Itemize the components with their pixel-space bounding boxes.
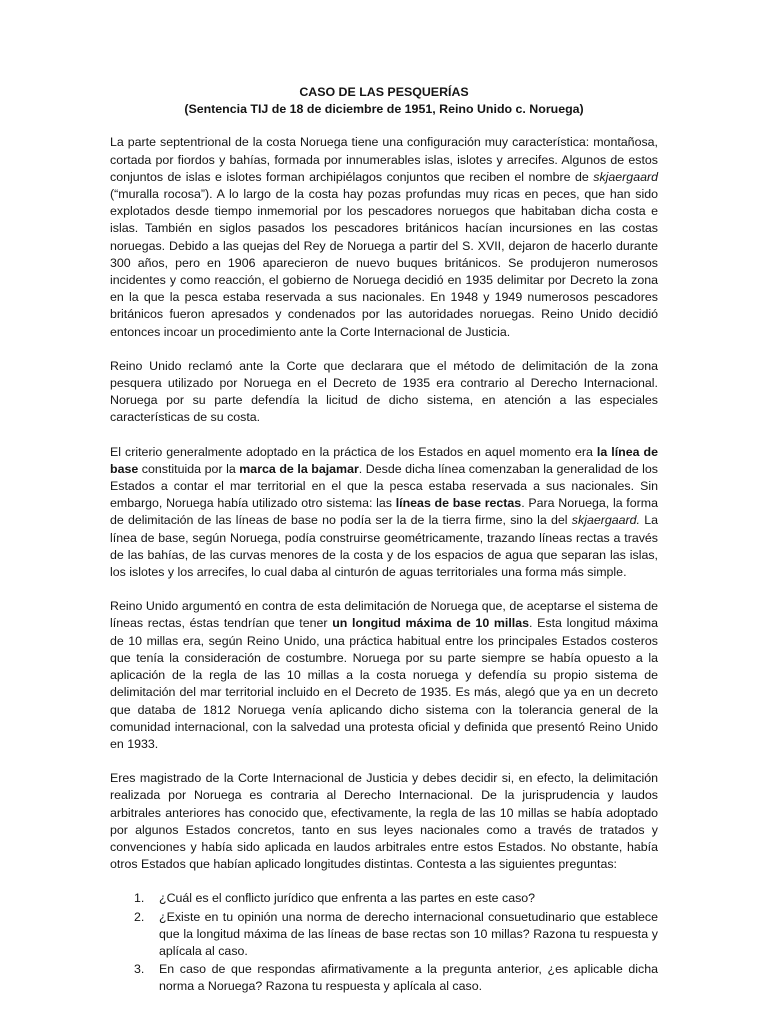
document-body	[110, 84, 658, 997]
text-run: (“muralla rocosa”). A lo largo de la costa hay pozas profundas muy ricas en peces, que han sido explotados desde tiempo inmemorial por los pescadores noruegos que habitaban dicha costa e islas. También en siglos pasados los pescadores británicos hacían incursiones en las costas noruegas. Debido a las quejas del Rey de Noruega a partir del S. XVII, dejaron de hacerlo durante 300 años, pero en 1906 aparecieron de nuevo buques británicos. Se produjeron numerosos incidentes y como reacción, el gobierno de Noruega decidió en 1935 delimitar por Decreto la zona en la que la pesca estaba reservada a sus nacionales. En 1948 y 1949 numerosos pescadores británicos fueron apresados y condenados por las autoridades noruegas. Reino Unido decidió entonces incoar un procedimiento ante la Corte Internacional de Justicia.	[110, 187, 658, 339]
text-run: Reino Unido argumentó en contra de esta delimitación de Noruega que, de aceptarse el sistema de líneas rectas, éstas tendrían que tener	[110, 599, 658, 631]
document-title: CASO DE LAS PESQUERÍAS	[299, 85, 469, 99]
question-number: 3.	[134, 962, 145, 977]
text-run: constituida por la	[138, 461, 240, 476]
question-number: 2.	[134, 909, 145, 924]
text-run: . Desde dicha línea comenzaban la generalidad de los Estados a contar el mar territorial en el que la pesca estaba reservada a sus nacionales. Sin embargo, Noruega había utilizado otro sistema: las	[110, 461, 658, 511]
question-text: ¿Existe en tu opinión una norma de derecho internacional consuetudinario que establece que la longitud máxima de las líneas de base rectas son 10 millas? Razona tu respuesta y aplícala al caso.	[159, 909, 658, 958]
italic-term: skjaergaard.	[571, 513, 640, 528]
text-run: El criterio generalmente adoptado en la práctica de los Estados en aquel momento era	[110, 444, 597, 459]
bold-term: la línea de base	[110, 444, 658, 476]
text-run: La parte septentrional de la costa Noruega tiene una configuración muy característica: montañosa, cortada por fiordos y bahías, formada por innumerables islas, islotes y arrecifes. Algunos de estos conjuntos de islas e islotes forman archipiélagos conjuntos que reciben el nombre de	[110, 135, 658, 184]
question-item	[110, 961, 658, 995]
paragraph-instructions: Eres magistrado de la Corte Internacional de Justicia y debes decidir si, en efecto, la delimitación realizada por Noruega es contraria al Derecho Internacional. De la jurisprudencia y laudos arbitrales anteriores has conocido que, efectivamente, la regla de las 10 millas se había adoptado por algunos Estados concretos, tanto en sus leyes nacionales como a través de tratados y convenciones y había sido aplicada en laudos arbitrales entre estos Estados. No obstante, había otros Estados que habían aplicado longitudes distintas. Contesta a las siguientes preguntas:	[110, 771, 658, 872]
bold-term: líneas de base rectas	[395, 496, 522, 511]
paragraph-baseline-criteria	[110, 444, 658, 582]
paragraph-background	[110, 134, 658, 340]
bold-term: un longitud máxima de 10 millas	[332, 616, 530, 631]
question-item	[110, 890, 658, 907]
bold-term: marca de la bajamar	[239, 461, 359, 476]
question-text: En caso de que respondas afirmativamente a la pregunta anterior, ¿es aplicable dicha norma a Noruega? Razona tu respuesta y aplícala al caso.	[159, 962, 658, 994]
paragraph-claim: Reino Unido reclamó ante la Corte que declarara que el método de delimitación de la zona pesquera utilizado por Noruega en el Decreto de 1935 era contrario al Derecho Internacional. Noruega por su parte defendía la licitud de dicho sistema, en atención a las especiales características de su costa.	[110, 358, 658, 425]
italic-term: skjaergaard	[593, 169, 658, 184]
paragraph-uk-argument	[110, 598, 658, 753]
questions-list	[110, 890, 658, 995]
document-subtitle: (Sentencia TIJ de 18 de diciembre de 1951, Reino Unido c. Noruega)	[184, 102, 584, 117]
text-run: La línea de base, según Noruega, podía construirse geométricamente, trazando líneas rectas a través de las bahías, de las curvas menores de la costa y de los espacios de agua que separan las islas, los islotes y los arrecifes, lo cual daba al cinturón de aguas territoriales una forma más simple.	[110, 513, 658, 580]
question-number: 1.	[134, 891, 145, 906]
text-run: . Esta longitud máxima de 10 millas era, según Reino Unido, una práctica habitual entre los principales Estados costeros que tenía la consideración de costumbre. Noruega por su parte siempre se había opuesto a la aplicación de la regla de las 10 millas a la costa noruega y defendía su propio sistema de delimitación del mar territorial incluido en el Decreto de 1935. Es más, alegó que ya en un decreto que databa de 1812 Noruega venía aplicando dicho sistema con la tolerancia general de la comunidad internacional, con la salvedad una protesta oficial y definida que presentó Reino Unido en 1933.	[110, 616, 659, 751]
text-run: . Para Noruega, la forma de delimitación de las líneas de base no podía ser la de la tierra firme, sino la del	[110, 496, 658, 528]
question-item	[110, 909, 658, 961]
question-text: ¿Cuál es el conflicto jurídico que enfrenta a las partes en este caso?	[159, 891, 536, 906]
